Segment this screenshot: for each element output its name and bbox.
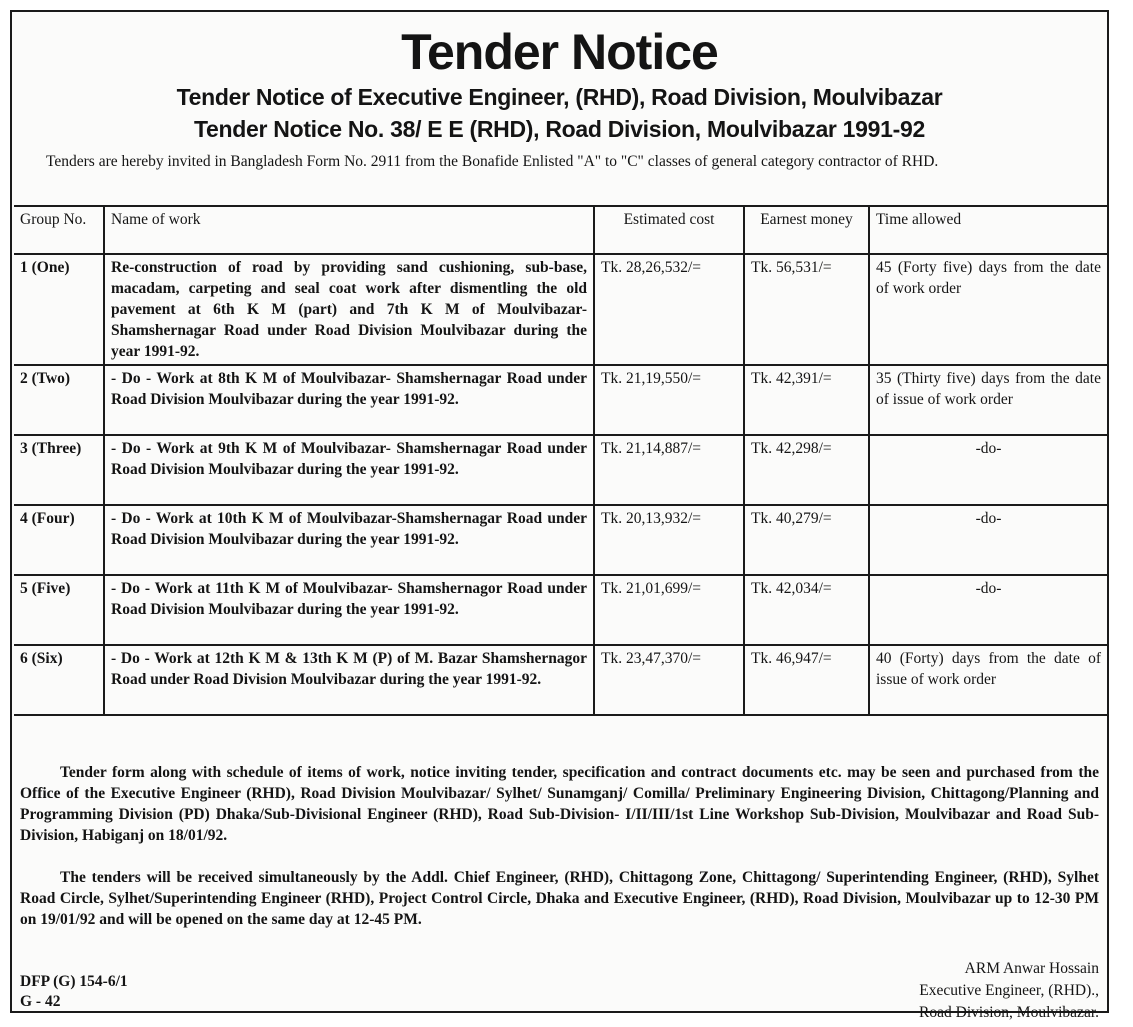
reference-code <box>20 972 128 1012</box>
table-row <box>14 505 1107 575</box>
work-name-cell: - Do - Work at 10th K M of Moulvibazar-Shamshernagar Road under Road Division Moulvibazar during the year 1991-92. <box>104 505 594 575</box>
work-name-cell: - Do - Work at 8th K M of Moulvibazar- Shamshernagar Road under Road Division Moulvibazar during the year 1991-92. <box>104 365 594 435</box>
time-allowed-cell: 35 (Thirty five) days from the date of issue of work order <box>869 365 1107 435</box>
group-cell: 4 (Four) <box>14 505 104 575</box>
group-cell: 2 (Two) <box>14 365 104 435</box>
earnest-money-cell: Tk. 40,279/= <box>744 505 869 575</box>
time-allowed-cell: -do- <box>869 505 1107 575</box>
header-money: Earnest money <box>744 206 869 254</box>
group-cell: 6 (Six) <box>14 645 104 715</box>
work-name-cell: - Do - Work at 11th K M of Moulvibazar- Shamshernagor Road under Road Division Moulvibazar during the year 1991-92. <box>104 575 594 645</box>
work-name-cell: Re-construction of road by providing sand cushioning, sub-base, macadam, carpeting and seal coat work after dismentling the old pavement at 6th K M (part) and 7th K M of Moulvibazar-Shamshernagar Road under Road Division Moulvibazar during the year 1991-92. <box>104 254 594 365</box>
header-time: Time allowed <box>869 206 1107 254</box>
estimated-cost-cell: Tk. 21,14,887/= <box>594 435 744 505</box>
tender-receipt-paragraph: The tenders will be received simultaneously by the Addl. Chief Engineer, (RHD), Chittagong Zone, Chittagong/ Superintending Engineer, (RHD), Sylhet Road Circle, Sylhet/Superintending Engineer (RHD), Project Control Circle, Dhaka and Executive Engineer, (RHD), Road Division, Moulvibazar up to 12-30 PM on 19/01/92 and will be opened on the same day at 12-45 PM. <box>20 869 1099 928</box>
notice-title: Tender Notice <box>401 24 718 80</box>
signatory-office: Road Division, Moulvibazar. <box>919 1004 1099 1021</box>
earnest-money-cell: Tk. 46,947/= <box>744 645 869 715</box>
reference-line-1: DFP (G) 154-6/1 <box>20 973 128 990</box>
group-cell: 3 (Three) <box>14 435 104 505</box>
table-row <box>14 435 1107 505</box>
earnest-money-cell: Tk. 42,298/= <box>744 435 869 505</box>
group-cell: 5 (Five) <box>14 575 104 645</box>
time-allowed-cell: 40 (Forty) days from the date of issue of work order <box>869 645 1107 715</box>
reference-line-2: G - 42 <box>20 993 61 1010</box>
header-group: Group No. <box>14 206 104 254</box>
tender-notice-document <box>10 10 1109 1021</box>
earnest-money-cell: Tk. 42,034/= <box>744 575 869 645</box>
estimated-cost-cell: Tk. 23,47,370/= <box>594 645 744 715</box>
notice-subtitle-issuer: Tender Notice of Executive Engineer, (RHD), Road Division, Moulvibazar <box>176 84 943 110</box>
time-allowed-cell: -do- <box>869 575 1107 645</box>
header-name: Name of work <box>104 206 594 254</box>
table-row <box>14 575 1107 645</box>
notice-subtitle-number: Tender Notice No. 38/ E E (RHD), Road Division, Moulvibazar 1991-92 <box>194 116 925 142</box>
group-cell: 1 (One) <box>14 254 104 365</box>
tender-form-paragraph: Tender form along with schedule of items of work, notice inviting tender, specification and contract documents etc. may be seen and purchased from the Office of the Executive Engineer (RHD), Road Division Moulvibazar/ Sylhet/ Sunamganj/ Comilla/ Preliminary Engineering Division, Chittagong/Planning and Programming Division (PD) Dhaka/Sub-Divisional Engineer (RHD), Road Sub-Division- I/II/III/1st Line Workshop Sub-Division, Moulvibazar and Road Sub-Division, Habiganj on 18/01/92. <box>20 764 1099 844</box>
signatory-name: ARM Anwar Hossain <box>964 960 1099 977</box>
signature-block <box>919 958 1099 1024</box>
works-table <box>14 205 1107 716</box>
work-name-cell: - Do - Work at 9th K M of Moulvibazar- Shamshernagar Road under Road Division Moulvibazar during the year 1991-92. <box>104 435 594 505</box>
table-header-row <box>14 206 1107 254</box>
table-row <box>14 254 1107 365</box>
estimated-cost-cell: Tk. 21,01,699/= <box>594 575 744 645</box>
estimated-cost-cell: Tk. 20,13,932/= <box>594 505 744 575</box>
earnest-money-cell: Tk. 42,391/= <box>744 365 869 435</box>
time-allowed-cell: -do- <box>869 435 1107 505</box>
time-allowed-cell: 45 (Forty five) days from the date of work order <box>869 254 1107 365</box>
signatory-title: Executive Engineer, (RHD)., <box>919 982 1099 999</box>
header-cost: Estimated cost <box>594 206 744 254</box>
earnest-money-cell: Tk. 56,531/= <box>744 254 869 365</box>
table-row <box>14 645 1107 715</box>
estimated-cost-cell: Tk. 28,26,532/= <box>594 254 744 365</box>
table-row <box>14 365 1107 435</box>
intro-paragraph: Tenders are hereby invited in Bangladesh Form No. 2911 from the Bonafide Enlisted "A" to "C" classes of general category contractor of RHD. <box>46 153 939 170</box>
estimated-cost-cell: Tk. 21,19,550/= <box>594 365 744 435</box>
work-name-cell: - Do - Work at 12th K M & 13th K M (P) of M. Bazar Shamshernagor Road under Road Division Moulvibazar during the year 1991-92. <box>104 645 594 715</box>
